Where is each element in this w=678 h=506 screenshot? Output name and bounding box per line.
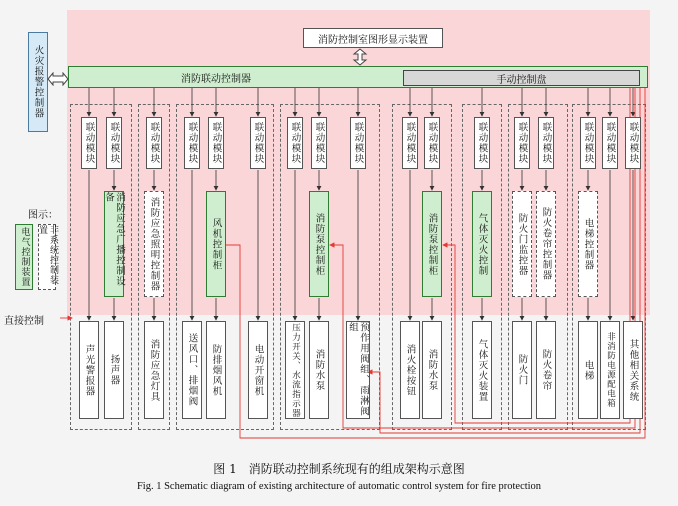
fan-control-cabinet: 风机控制柜 [206, 191, 226, 297]
device-audible-alarm: 声光警报器 [79, 321, 99, 419]
linkage-module: 联动模块 [474, 117, 490, 169]
device-fire-door: 防火门 [512, 321, 532, 419]
device-smoke-fan: 防排烟风机 [206, 321, 226, 419]
linkage-module: 联动模块 [106, 117, 122, 169]
device-emergency-lamp: 消防应急灯具 [144, 321, 164, 419]
linkage-module: 联动模块 [580, 117, 596, 169]
device-fire-pump: 消防水泵 [422, 321, 442, 419]
fire-alarm-controller: 火灾报警控制器 [28, 32, 48, 132]
figure-caption-cn: 图 1 消防联动控制系统现有的组成架构示意图 [213, 462, 465, 476]
elevator-controller: 电梯控制器 [578, 191, 598, 297]
broadcast-control-device: 消防应急广播控制设备 [104, 191, 124, 297]
fire-shutter-controller: 防火卷帘控制器 [536, 191, 556, 297]
emergency-lighting-controller: 消防应急照明控制器 [144, 191, 164, 297]
linkage-module: 联动模块 [625, 117, 641, 169]
device-fire-shutter: 防火卷帘 [536, 321, 556, 419]
linkage-module: 联动模块 [538, 117, 554, 169]
pump-control-cabinet-hydrant: 消防泵控制柜 [422, 191, 442, 297]
legend-title: 图示： [28, 210, 58, 221]
device-valve-groups: 预作用阀组、雨淋阀组 [346, 321, 370, 419]
device-gas-extinguisher: 气体灭火装置 [472, 321, 492, 419]
linkage-module: 联动模块 [350, 117, 366, 169]
figure-caption-en: Fig. 1 Schematic diagram of existing architecture of automatic control system for fire protection [136, 481, 542, 492]
device-fire-pump: 消防水泵 [309, 321, 329, 419]
device-hydrant-button: 消火栓按钮 [400, 321, 420, 419]
device-speaker: 扬声器 [104, 321, 124, 419]
linkage-controller-label: 消防联动控制器 [181, 73, 251, 85]
device-window-opener: 电动开窗机 [248, 321, 268, 419]
linkage-module: 联动模块 [81, 117, 97, 169]
pump-control-cabinet-sprinkler: 消防泵控制柜 [309, 191, 329, 297]
linkage-module: 联动模块 [311, 117, 327, 169]
linkage-module: 联动模块 [146, 117, 162, 169]
device-other-systems: 其他相关系统 [623, 321, 643, 419]
device-power-distribution: 非消防电源配电箱 [600, 321, 620, 419]
linkage-module: 联动模块 [208, 117, 224, 169]
legend-electrical-device: 电气控制装置 [15, 224, 33, 290]
legend-non-system-device: 非系统控制装置 [38, 224, 56, 290]
legend-direct-control: 直接控制 [4, 316, 44, 327]
device-elevator: 电梯 [578, 321, 598, 419]
device-pressure-switch: 压力开关、水流指示器 [285, 321, 305, 419]
linkage-module: 联动模块 [602, 117, 618, 169]
manual-control-panel: 手动控制盘 [403, 70, 640, 86]
gas-extinguishing-control: 气体灭火控制 [472, 191, 492, 297]
linkage-module: 联动模块 [424, 117, 440, 169]
linkage-module: 联动模块 [184, 117, 200, 169]
linkage-module: 联动模块 [250, 117, 266, 169]
linkage-module: 联动模块 [402, 117, 418, 169]
linkage-module: 联动模块 [287, 117, 303, 169]
device-air-vent-damper: 送风口、排烟阀 [182, 321, 202, 419]
fire-door-monitor: 防火门监控器 [512, 191, 532, 297]
linkage-module: 联动模块 [514, 117, 530, 169]
graphic-display-device: 消防控制室图形显示装置 [303, 28, 443, 48]
